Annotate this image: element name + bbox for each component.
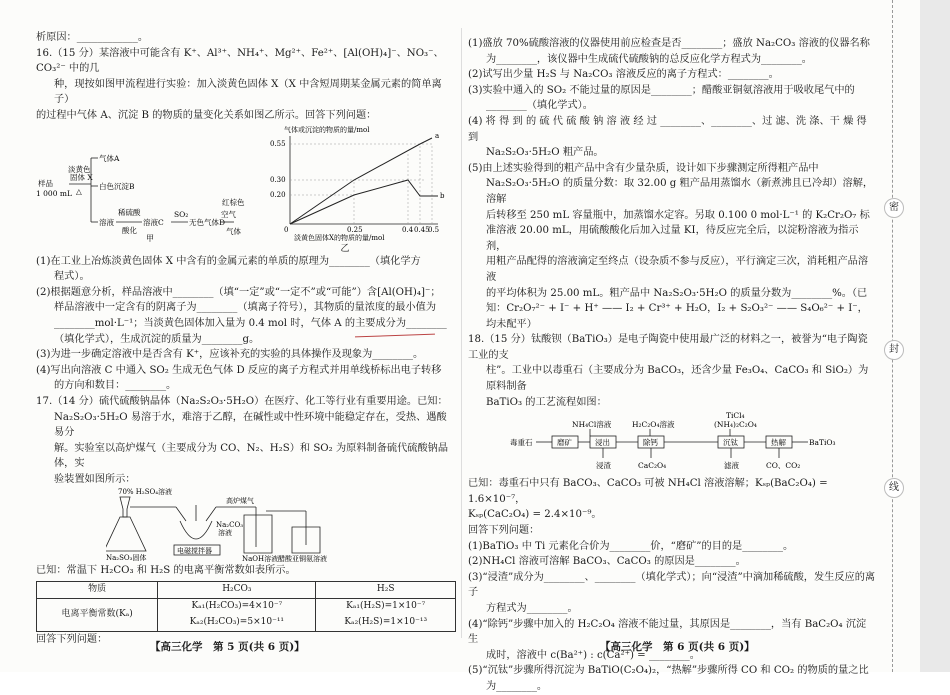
table-cell: 电离平衡常数(Kₐ) <box>37 599 158 632</box>
flask-icon <box>106 517 146 551</box>
flow-raw: 毒重石 <box>510 438 533 448</box>
flow-colorless: 无色气体D <box>189 217 226 227</box>
q17-stem: 17.（14 分）硫代硫酸钠晶体（Na₂S₂O₃·5H₂O）在医疗、化工等行业有重要用途。已知： <box>36 395 448 407</box>
table-row <box>37 582 456 599</box>
page-divider <box>461 28 462 638</box>
graph-ylabel: 气体或沉淀的物质的量/mol <box>284 125 370 134</box>
flow-o4: CO、CO₂ <box>766 461 801 471</box>
q16-part1: (1)在工业上冶炼淡黄色固体 X 中含有的金属元素的单质的原理为________（填化学方 <box>36 255 421 267</box>
app-gas: 高炉煤气 <box>226 497 254 506</box>
label-b: b <box>440 191 445 200</box>
flow-o1: 浸渣 <box>596 461 611 471</box>
q16-stem: 16.（15 分）某溶液中可能含有 K⁺、Al³⁺、NH₄⁺、Mg²⁺、Fe²⁺、[Al(OH)₄]⁻、NO₃⁻、CO₃²⁻ 中的几 <box>36 47 444 75</box>
tick-x045: 0.45 <box>414 225 430 234</box>
q17-known: 已知：常温下 H₂CO₃ 和 H₂S 的电离平衡常数如表所示。 <box>36 565 296 577</box>
apparatus-diagram <box>106 487 406 563</box>
process-flow <box>472 410 872 476</box>
flow-s4: 沉钛 <box>723 438 738 448</box>
tick-x05: 0.5 <box>428 225 440 234</box>
right-page <box>468 36 876 695</box>
q17-part5: 用粗产品配得的溶液滴定至终点（设杂质不参与反应），平行滴定三次，消耗粗产品溶液 <box>486 256 869 283</box>
q18-stem: BaTiO₃ 的工艺流程如图： <box>486 396 607 408</box>
flow-o3: 滤液 <box>724 461 739 471</box>
flow-gasA: 气体A <box>99 153 120 163</box>
seal-line <box>892 0 893 672</box>
q17-part5: 后转移至 250 mL 容量瓶中，加蒸馏水定容。另取 0.100 0 mol·L⁻¹ 的 K₂Cr₂O₇ 标 <box>486 209 870 221</box>
ka2-h2s: Kₐ₂(H₂S)=1×10⁻¹³ <box>344 617 428 628</box>
q18-part5: (5)“沉钛”步骤所得沉淀为 BaTiO(C₂O₄)₂，“热解”步骤所得 CO 和 CO₂ 的物质的量之比 <box>468 665 869 677</box>
q17-part1: (1)盛放 70%硫酸溶液的仪器使用前应检查是否________；盛放 Na₂CO₃ 溶液的仪器名称 <box>468 38 870 49</box>
flow-so2: SO₂ <box>174 209 189 219</box>
q16-part4: 的方向和数目：________。 <box>54 380 177 392</box>
flow-solC2: 溶液C <box>143 217 164 227</box>
table-header: 物质 <box>37 582 158 599</box>
table-cell <box>158 599 316 632</box>
ka2-h2co3: Kₐ₂(H₂CO₃)=5×10⁻¹¹ <box>189 617 285 628</box>
q16-part3: (3)为进一步确定溶液中是否含有 K⁺，应该补充的实验的具体操作及现象为________。 <box>36 349 424 361</box>
q16-stem: 种，现按如图甲流程进行实验：加入淡黄色固体 X（X 中含短周期某金属元素的简单离子） <box>54 78 442 106</box>
q17-part5: 的平均体积为 25.00 mL。粗产品中 Na₂S₂O₃·5H₂O 的质量分数为________%。（已 <box>486 287 868 299</box>
tick-055: 0.55 <box>270 139 286 148</box>
line-a <box>290 138 432 224</box>
q18-part4: (4)“除钙”步骤中加入的 H₂C₂O₄ 溶液不能过量，其原因是________，当有 BaC₂O₄ 沉淀生 <box>468 618 867 646</box>
binding-margin <box>882 0 904 672</box>
table-header: H₂CO₃ <box>158 582 316 599</box>
ka1-h2co3: Kₐ₁(H₂CO₃)=4×10⁻⁷ <box>191 601 283 612</box>
tick-030: 0.30 <box>270 175 286 184</box>
q18-part2: (2)NH₄Cl 溶液可溶解 BaCO₃、CaCO₃ 的原因是________。 <box>468 556 746 568</box>
q17-stem: 解。实验室以高炉煤气（主要成分为 CO、N₂、H₂S）和 SO₂ 为原料制备硫代硫酸钠晶体，实 <box>54 442 449 470</box>
app-na2co3b: 溶液 <box>218 529 232 538</box>
scan-edge <box>920 0 950 672</box>
flow-volume: 1 000 mL <box>36 188 72 198</box>
q16-part2: (2)根据题意分析，样品溶液中________（填“一定”或“一定不”或“可能”）含[Al(OH)₄]⁻； <box>36 286 441 298</box>
q18-stem: 18.（15 分）钛酸钡（BaTiO₃）是电子陶瓷中使用最广泛的材料之一，被誉为“电子陶瓷工业的支 <box>468 334 868 361</box>
flow-sample: 样品 <box>38 178 53 188</box>
seal-char-xian: 线 <box>884 478 904 498</box>
flow-s2: 浸出 <box>595 438 610 448</box>
q18-part5: 为________。 <box>486 680 548 692</box>
flow-brown: 红棕色 <box>222 197 245 207</box>
app-na2co3: Na₂CO₃ <box>216 521 244 530</box>
flow-r2: H₂C₂O₄溶液 <box>632 420 675 430</box>
footer-left: 【高三化学 第 5 页(共 6 页)】 <box>150 641 305 653</box>
tick-020: 0.20 <box>270 190 286 199</box>
caption-jia: 甲 <box>146 233 154 242</box>
q17-part3: (3)实验中通入的 SO₂ 不能过量的原因是________；醋酸亚铜氨溶液用于吸收尾气中的 <box>468 84 855 96</box>
flowchart-jia <box>36 124 246 242</box>
footer-right: 【高三化学 第 6 页(共 6 页)】 <box>600 641 755 653</box>
q17-part2: (2)试写出少量 H₂S 与 Na₂CO₃ 溶液反应的离子方程式：________。 <box>468 69 779 81</box>
app-naoh: NaOH溶液 <box>242 555 279 564</box>
q17-part5: 准溶液 20.00 mL，用硫酸酸化后加入过量 KI，待反应完全后，以淀粉溶液为指示剂， <box>486 225 859 252</box>
app-pb: 醋酸亚铜氨溶液 <box>278 555 327 564</box>
text-line: 析原因：____________。 <box>36 32 149 43</box>
q17-part5: Na₂S₂O₃·5H₂O 的质量分数：取 32.00 g 粗产品用蒸馏水（新煮沸且已冷却）溶解，溶解 <box>486 178 874 205</box>
q17-stem: Na₂S₂O₃·5H₂O 易溶于水，难溶于乙醇，在碱性或中性环境中能稳定存在，受热、遇酸易分 <box>54 411 447 439</box>
q17-part4: Na₂S₂O₃·5H₂O 粗产品。 <box>486 147 604 159</box>
q16-part1: 程式）。 <box>54 271 90 283</box>
graph-yi <box>254 124 454 242</box>
line-b <box>290 180 438 224</box>
three-neck-flask-icon <box>176 505 216 539</box>
flow-heat: △ <box>76 186 82 196</box>
graph-xlabel: 淡黄色固体X的物质的量/mol <box>294 233 385 242</box>
q18-part3: 方程式为________。 <box>486 603 578 614</box>
tick-x04: 0.4 <box>402 225 414 234</box>
q16-part2: 样品溶液中一定含有的阴离子为________（填离子符号），其物质的量浓度的最小值为 <box>54 302 437 314</box>
q18-answer-prompt: 回答下列问题： <box>468 525 540 537</box>
q18-known: Kₛₚ(CaC₂O₄) = 2.4×10⁻⁹。 <box>468 509 602 521</box>
flow-solC: 溶液 <box>99 217 114 227</box>
q17-part4: (4) 将 得 到 的 硫 代 硫 酸 钠 溶 液 经 过 ________、________、过 滤、洗 涤、干 燥 得 到 <box>468 115 867 143</box>
q16-part4: (4)写出向溶液 C 中通入 SO₂ 生成无色气体 D 反应的离子方程式并用单线桥标出电子转移 <box>36 364 442 376</box>
q16-figures <box>36 124 454 244</box>
table-cell <box>316 599 456 632</box>
app-solid: Na₂SO₃固体 <box>106 554 147 563</box>
flow-acid: 稀硫酸 <box>118 207 141 217</box>
flow-brown2: 气体 <box>226 226 241 236</box>
flow-air: 空气 <box>221 209 236 219</box>
tick-x025: 0.25 <box>347 225 363 234</box>
q18-part1: (1)BaTiO₃ 中 Ti 元素化合价为________价，“磨矿”的目的是________。 <box>468 540 794 552</box>
app-acid: 70% H₂SO₄溶液 <box>118 488 173 497</box>
q17-answer-prompt: 回答下列问题： <box>36 634 108 646</box>
ka-table <box>36 581 456 632</box>
q17-part1: 为________，该仪器中生成硫代硫酸钠的总反应化学方程式为________。 <box>486 53 812 65</box>
ka1-h2s: Kₐ₁(H₂S)=1×10⁻⁷ <box>346 601 426 612</box>
flow-r3a: TiCl₄ <box>726 411 745 421</box>
flow-s5: 热解 <box>771 438 786 448</box>
caption-yi: 乙 <box>340 243 350 254</box>
flow-r3b: (NH₄)₂C₂O₄ <box>714 420 757 430</box>
q18-part4: 成时，溶液中 c(Ba²⁺) : c(Ca²⁺) = ________。 <box>486 649 700 661</box>
flow-acidify: 酸化 <box>122 225 137 235</box>
seal-char-feng: 封 <box>884 340 904 360</box>
left-page <box>36 30 454 648</box>
flow-s1: 磨矿 <box>557 438 572 448</box>
table-row <box>37 599 456 632</box>
flow-s3: 除钙 <box>643 438 658 448</box>
q18-known: 已知：毒重石中只有 BaCO₃、CaCO₃ 可被 NH₄Cl 溶液溶解；Kₛₚ(BaC₂O₄) = 1.6×10⁻⁷， <box>468 478 828 505</box>
app-stir: 电磁搅拌器 <box>177 547 212 556</box>
table-header: H₂S <box>316 582 456 599</box>
q16-stem: 的过程中气体 A、沉淀 B 的物质的量变化关系如图乙所示。回答下列问题： <box>36 109 377 121</box>
q17-part5: (5)由上述实验得到的粗产品中含有少量杂质，设计如下步骤测定所得粗产品中 <box>468 162 819 174</box>
flow-solid: 淡黄色 <box>68 164 91 174</box>
tick-0: 0 <box>284 225 289 234</box>
q17-stem: 验装置如图所示： <box>54 473 136 485</box>
q16-part2: ________mol·L⁻¹；当淡黄色固体加入量为 0.4 mol 时，气体 A 的主要成分为________ <box>54 317 447 329</box>
gas-bottle-icon <box>244 515 272 553</box>
flow-o2: CaC₂O₄ <box>638 461 667 471</box>
q16-part2: （填化学式），生成沉淀的质量为________g。 <box>54 333 260 345</box>
seal-char-mi: 密 <box>884 198 904 218</box>
flow-r1: NH₄Cl溶液 <box>572 420 612 430</box>
q17-part3: ________（填化学式）。 <box>486 100 593 112</box>
q18-stem: 柱”。工业中以毒重石（主要成分为 BaCO₃，还含少量 Fe₃O₄、CaCO₃ 和 SiO₂）为原料制备 <box>486 365 869 393</box>
flow-ppt: 白色沉淀B <box>99 181 135 191</box>
label-a: a <box>435 131 440 140</box>
q18-part3: (3)“浸渣”成分为________、________（填化学式）；向“浸渣”中滴加稀硫酸，发生反应的离子 <box>468 571 876 599</box>
funnel-icon <box>120 497 130 517</box>
q17-part5: 知：Cr₂O₇²⁻ + I⁻ + H⁺ —— I₂ + Cr³⁺ + H₂O，I₂ + S₂O₃²⁻ —— S₄O₆²⁻ + I⁻，均未配平） <box>486 303 868 330</box>
flow-solid2: 固体 X <box>70 172 93 182</box>
flow-prod: BaTiO₃ <box>809 438 836 448</box>
